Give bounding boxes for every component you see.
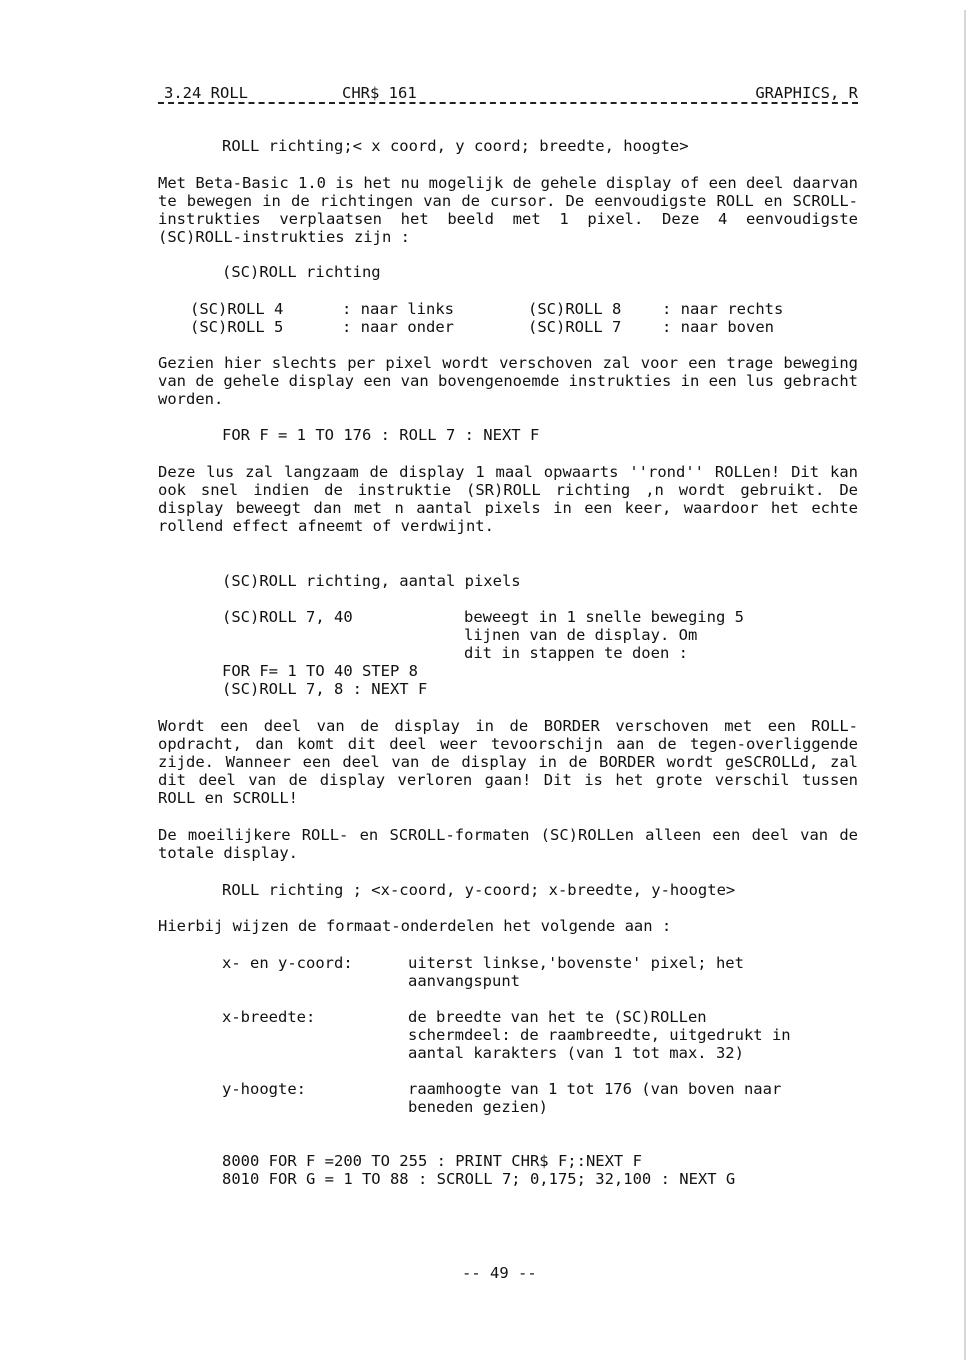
syntax-simple: (SC)ROLL richting <box>222 263 381 281</box>
header-rule <box>158 102 858 104</box>
program-line: 8000 FOR F =200 TO 255 : PRINT CHR$ F;:NEXT F <box>222 1152 642 1170</box>
definition-term: x- en y-coord: <box>222 954 353 972</box>
direction-desc: : naar rechts <box>662 300 784 318</box>
program-line: 8010 FOR G = 1 TO 88 : SCROLL 7; 0,175; 32,100 : NEXT G <box>222 1170 736 1188</box>
definition-line: beneden gezien) <box>408 1098 548 1116</box>
header-code: CHR$ 161 <box>342 84 417 102</box>
definition-line: schermdeel: de raambreedte, uitgedrukt in <box>408 1026 791 1044</box>
page-number: -- 49 -- <box>462 1264 537 1282</box>
example-loop: FOR F = 1 TO 176 : ROLL 7 : NEXT F <box>222 426 540 444</box>
definition-line: uiterst linkse,'bovenste' pixel; het <box>408 954 744 972</box>
example-code-line: (SC)ROLL 7, 8 : NEXT F <box>222 680 428 698</box>
direction-cmd: (SC)ROLL 7 <box>528 318 622 336</box>
header-section: 3.24 ROLL <box>164 84 248 102</box>
direction-cmd: (SC)ROLL 4 <box>190 300 284 318</box>
definition-term: x-breedte: <box>222 1008 316 1026</box>
definition-line: de breedte van het te (SC)ROLLen <box>408 1008 707 1026</box>
example-desc-line: lijnen van de display. Om <box>464 626 698 644</box>
direction-desc: : naar links <box>342 300 454 318</box>
page-header <box>158 84 858 104</box>
scan-edge <box>964 10 966 1360</box>
example-desc-line: dit in stappen te doen : <box>464 644 688 662</box>
header-category: GRAPHICS, R <box>755 84 858 102</box>
direction-desc: : naar onder <box>342 318 454 336</box>
example-code-line: FOR F= 1 TO 40 STEP 8 <box>222 662 418 680</box>
direction-cmd: (SC)ROLL 5 <box>190 318 284 336</box>
syntax-full: ROLL richting ; <x-coord, y-coord; x-breedte, y-hoogte> <box>222 881 736 899</box>
paragraph-formats: De moeilijkere ROLL- en SCROLL-formaten (SC)ROLLen alleen een deel van de totale display. <box>158 826 858 862</box>
syntax-main: ROLL richting;< x coord, y coord; breedte, hoogte> <box>222 137 689 155</box>
example-desc-line: beweegt in 1 snelle beweging 5 <box>464 608 744 626</box>
definition-line: raamhoogte van 1 tot 176 (van boven naar <box>408 1080 782 1098</box>
definition-term: y-hoogte: <box>222 1080 306 1098</box>
example-cmd: (SC)ROLL 7, 40 <box>222 608 353 626</box>
paragraph-roll-effect: Deze lus zal langzaam de display 1 maal opwaarts ''rond'' ROLLen! Dit kan ook snel indien de instruktie (SR)ROLL richting ,n wordt gebruikt. De display beweegt dan met n aantal pixels in een keer, waardoor het echte rollend effect afneemt of verdwijnt. <box>158 463 858 535</box>
direction-desc: : naar boven <box>662 318 774 336</box>
paragraph-intro: Met Beta-Basic 1.0 is het nu mogelijk de gehele display of een deel daarvan te bewegen in de richtingen van de cursor. De eenvoudigste ROLL en SCROLL-instrukties verplaatsen het beeld met 1 pixel. Deze 4 eenvoudigste (SC)ROLL-instrukties zijn : <box>158 174 858 246</box>
definition-line: aanvangspunt <box>408 972 520 990</box>
syntax-pixels: (SC)ROLL richting, aantal pixels <box>222 572 521 590</box>
direction-cmd: (SC)ROLL 8 <box>528 300 622 318</box>
paragraph-parts: Hierbij wijzen de formaat-onderdelen het volgende aan : <box>158 917 672 935</box>
paragraph-loop: Gezien hier slechts per pixel wordt verschoven zal voor een trage beweging van de gehele display een van bovengenoemde instrukties in een lus gebracht worden. <box>158 354 858 408</box>
paragraph-border: Wordt een deel van de display in de BORDER verschoven met een ROLL-opdracht, dan komt dit deel weer tevoorschijn aan de tegen-overliggende zijde. Wanneer een deel van de display in de BORDER wordt geSCROLLd, zal dit deel van de display verloren gaan! Dit is het grote verschil tussen ROLL en SCROLL! <box>158 717 858 807</box>
definition-line: aantal karakters (van 1 tot max. 32) <box>408 1044 744 1062</box>
